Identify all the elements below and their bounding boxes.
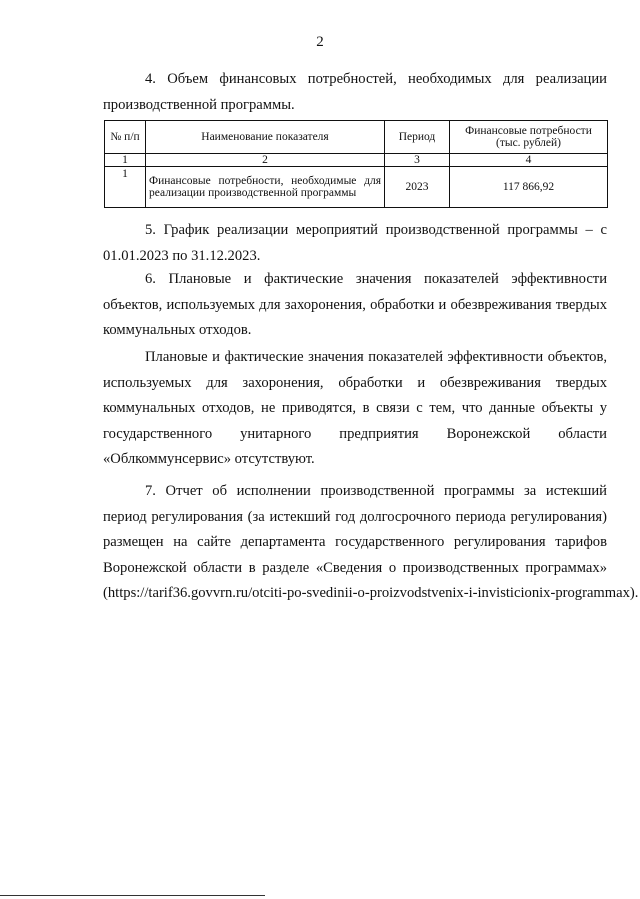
- col-number: 3: [385, 154, 450, 167]
- row-name: Финансовые потребности, необходимые для реализации производственной программы: [146, 167, 385, 208]
- section-7-url: (https://tarif36.govvrn.ru/otciti-po-svedinii-o-proizvodstvenix-i-invisticionix-programmax).: [103, 585, 639, 602]
- table-row: [105, 167, 608, 208]
- section-7-text: 7. Отчет об исполнении производственной программы за истекший период регулирования (за истекший год долгосрочного периода регулирования) размещен на сайте департамента государственного регулирования тарифов Воронежской области в разделе «Сведения о производственных программах»: [103, 483, 607, 576]
- section-4-paragraph: 4. Объем финансовых потребностей, необходимых для реализации производственной программы.: [103, 71, 607, 113]
- row-finance: 117 866,92: [450, 167, 608, 208]
- footer-divider: [0, 895, 265, 896]
- header-period: Период: [385, 121, 450, 154]
- financial-needs-table: [104, 120, 608, 208]
- col-number: 4: [450, 154, 608, 167]
- header-name: Наименование показателя: [146, 121, 385, 154]
- table-header-row: [105, 121, 608, 154]
- section-6-body: Плановые и фактические значения показателей эффективности объектов, используемых для захоронения, обработки и обезвреживания твердых коммунальных отходов, не приводятся, в связи с тем, что данные объекты у государственного унитарного предприятия Воронежской области «Облкоммунсервис» отсутствуют.: [103, 349, 607, 468]
- header-finance: Финансовые потребности (тыс. рублей): [450, 121, 608, 154]
- row-period: 2023: [385, 167, 450, 208]
- col-number: 1: [105, 154, 146, 167]
- section-5-paragraph: 5. График реализации мероприятий производственной программы – с 01.01.2023 по 31.12.2023.: [103, 222, 607, 264]
- row-num: 1: [105, 167, 146, 208]
- table-column-numbers-row: [105, 154, 608, 167]
- section-6-heading: 6. Плановые и фактические значения показателей эффективности объектов, используемых для захоронения, обработки и обезвреживания твердых коммунальных отходов.: [103, 271, 607, 339]
- col-number: 2: [146, 154, 385, 167]
- header-num: № п/п: [105, 121, 146, 154]
- section-7-paragraph: [103, 479, 639, 607]
- page-number: 2: [316, 34, 324, 50]
